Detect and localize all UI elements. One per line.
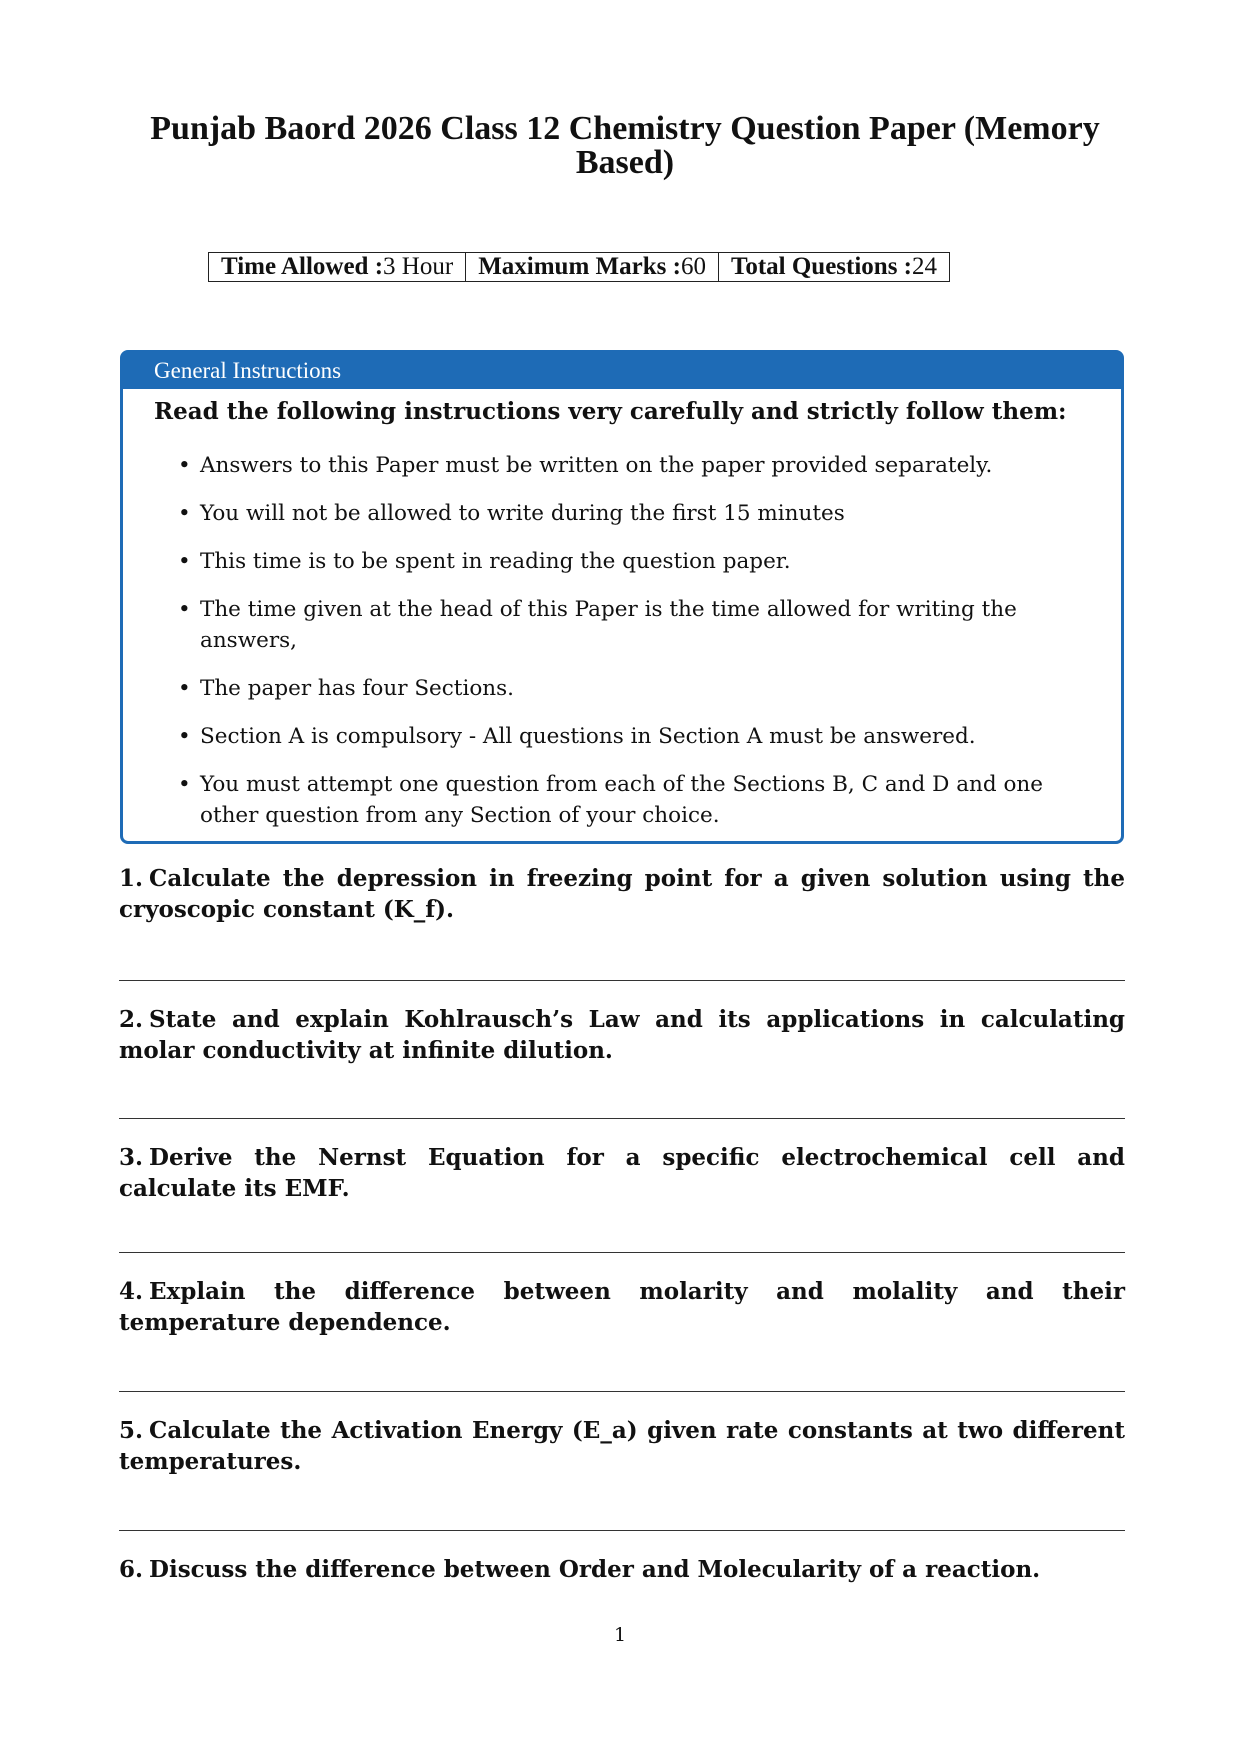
instruction-item: • This time is to be spent in reading the question paper. (178, 546, 1048, 577)
time-allowed-label: Time Allowed : (221, 253, 384, 280)
total-questions-value: 24 (912, 253, 937, 280)
answer-divider (119, 980, 1125, 981)
question-text: Derive the Nernst Equation for a specific electrochemical cell and calculate its EMF. (119, 1144, 1125, 1202)
instruction-item: • Section A is compulsory - All questions in Section A must be answered. (178, 721, 1048, 752)
instructions-intro: Read the following instructions very carefully and strictly follow them: (154, 398, 1067, 425)
maximum-marks-cell (466, 253, 719, 282)
instruction-item: • The paper has four Sections. (178, 673, 1048, 704)
instruction-item: • The time given at the head of this Paper is the time allowed for writing the answers, (178, 594, 1048, 656)
time-allowed-cell (209, 253, 466, 282)
paper-meta-table (208, 252, 950, 282)
question-number: 3. (119, 1144, 144, 1171)
instructions-list (178, 450, 1048, 848)
instruction-item: • Answers to this Paper must be written on the paper provided separately. (178, 450, 1048, 481)
question-number: 5. (119, 1417, 144, 1444)
question-4 (119, 1276, 1125, 1338)
question-text: Discuss the difference between Order and Molecularity of a reaction. (149, 1556, 1041, 1583)
answer-divider (119, 1391, 1125, 1392)
answer-divider (119, 1530, 1125, 1531)
question-text: Calculate the depression in freezing point for a given solution using the cryoscopic constant (K_f). (119, 865, 1125, 923)
answer-divider (119, 1252, 1125, 1253)
total-questions-cell (718, 253, 949, 282)
question-number: 4. (119, 1278, 144, 1305)
question-text: Explain the difference between molarity and molality and their temperature dependence. (119, 1278, 1125, 1336)
general-instructions-heading: General Instructions (123, 353, 1121, 389)
total-questions-label: Total Questions : (730, 253, 912, 280)
question-text: State and explain Kohlrausch’s Law and its applications in calculating molar conductivity at infinite dilution. (119, 1006, 1125, 1064)
answer-divider (119, 1118, 1125, 1119)
question-5 (119, 1415, 1125, 1477)
question-number: 6. (119, 1556, 144, 1583)
question-6 (119, 1554, 1125, 1585)
instruction-item: • You will not be allowed to write during the first 15 minutes (178, 498, 1048, 529)
question-1 (119, 863, 1125, 925)
instruction-item: • You must attempt one question from each of the Sections B, C and D and one other question from any Section of your choice. (178, 769, 1048, 831)
question-2 (119, 1004, 1125, 1066)
general-instructions-box (120, 350, 1124, 844)
time-allowed-value: 3 Hour (383, 253, 454, 280)
maximum-marks-value: 60 (680, 253, 706, 280)
page-number: 1 (613, 1624, 627, 1646)
question-text: Calculate the Activation Energy (E_a) given rate constants at two different temperatures. (119, 1417, 1125, 1475)
maximum-marks-label: Maximum Marks : (478, 253, 681, 280)
question-number: 1. (119, 865, 144, 892)
question-3 (119, 1142, 1125, 1204)
question-number: 2. (119, 1006, 144, 1033)
paper-title: Punjab Baord 2026 Class 12 Chemistry Question Paper (Memory Based) (150, 110, 1100, 181)
